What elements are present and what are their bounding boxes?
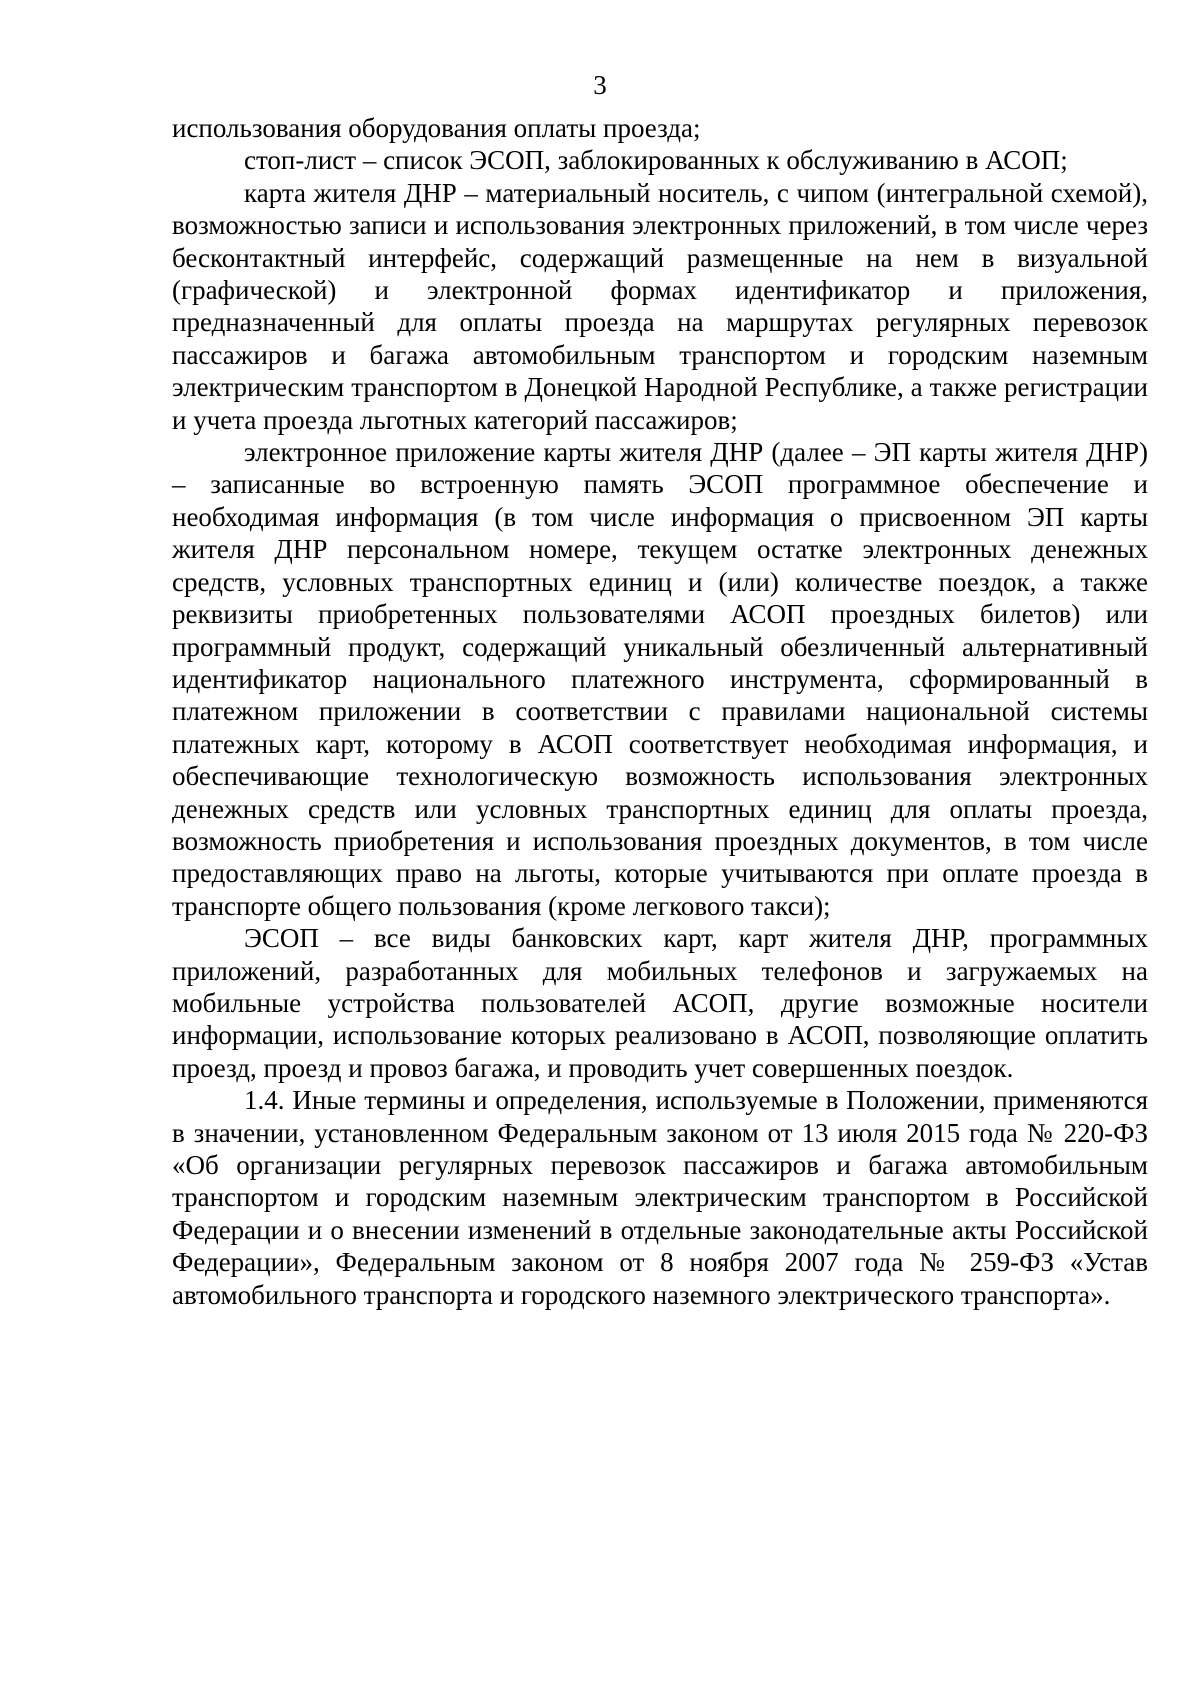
paragraph-stop-list-definition: стоп-лист – список ЭСОП, заблокированных к обслуживанию в АСОП; [244, 145, 1068, 176]
document-body [172, 112, 1148, 1311]
paragraph-esop-definition: ЭСОП – все виды банковских карт, карт жителя ДНР, программных приложений, разработанных для мобильных телефонов и загружаемых на мобильные устройства пользователей АСОП, другие возможные носители информации, использование которых реализовано в АСОП, позволяющие оплатить проезд, проезд и провоз багажа, и проводить учет совершенных поездок. [172, 923, 1148, 1083]
paragraph-other-terms: 1.4. Иные термины и определения, используемые в Положении, применяются в значении, установленном Федеральным законом от 13 июля 2015 года № 220-ФЗ «Об организации регулярных перевозок пассажиров и багажа автомобильным транспортом и городским наземным электрическим транспортом в Российской Федерации и о внесении изменений в отдельные законодательные акты Российской Федерации», Федеральным законом от 8 ноября 2007 года № 259-ФЗ «Устав автомобильного транспорта и городского наземного электрического транспорта». [172, 1085, 1148, 1310]
page-number: 3 [593, 70, 607, 100]
paragraph-usage-continuation: использования оборудования оплаты проезда; [172, 113, 701, 143]
paragraph-resident-card-definition: карта жителя ДНР – материальный носитель, с чипом (интегральной схемой), возможностью записи и использования электронных приложений, в том числе через бесконтактный интерфейс, содержащий размещенные на нем в визуальной (графической) и электронной формах идентификатор и приложения, предназначенный для оплаты проезда на маршрутах регулярных перевозок пассажиров и багажа автомобильным транспортом и городским наземным электрическим транспортом в Донецкой Народной Республике, а также регистрации и учета проезда льготных категорий пассажиров; [172, 177, 1148, 435]
paragraph-electronic-application-definition: электронное приложение карты жителя ДНР (далее – ЭП карты жителя ДНР) – записанные во встроенную память ЭСОП программное обеспечение и необходимая информация (в том числе информация о присвоенном ЭП карты жителя ДНР персональном номере, текущем остатке электронных денежных средств, условных транспортных единиц и (или) количестве поездок, а также реквизиты приобретенных пользователями АСОП проездных билетов) или программный продукт, содержащий уникальный обезличенный альтернативный идентификатор национального платежного инструмента, сформированный в платежном приложении в соответствии с правилами национальной системы платежных карт, которому в АСОП соответствует необходимая информация, и обеспечивающие технологическую возможность использования электронных денежных средств или условных транспортных единиц для оплаты проезда, возможность приобретения и использования проездных документов, в том числе предоставляющих право на льготы, которые учитываются при оплате проезда в транспорте общего пользования (кроме легкового такси); [172, 437, 1148, 921]
